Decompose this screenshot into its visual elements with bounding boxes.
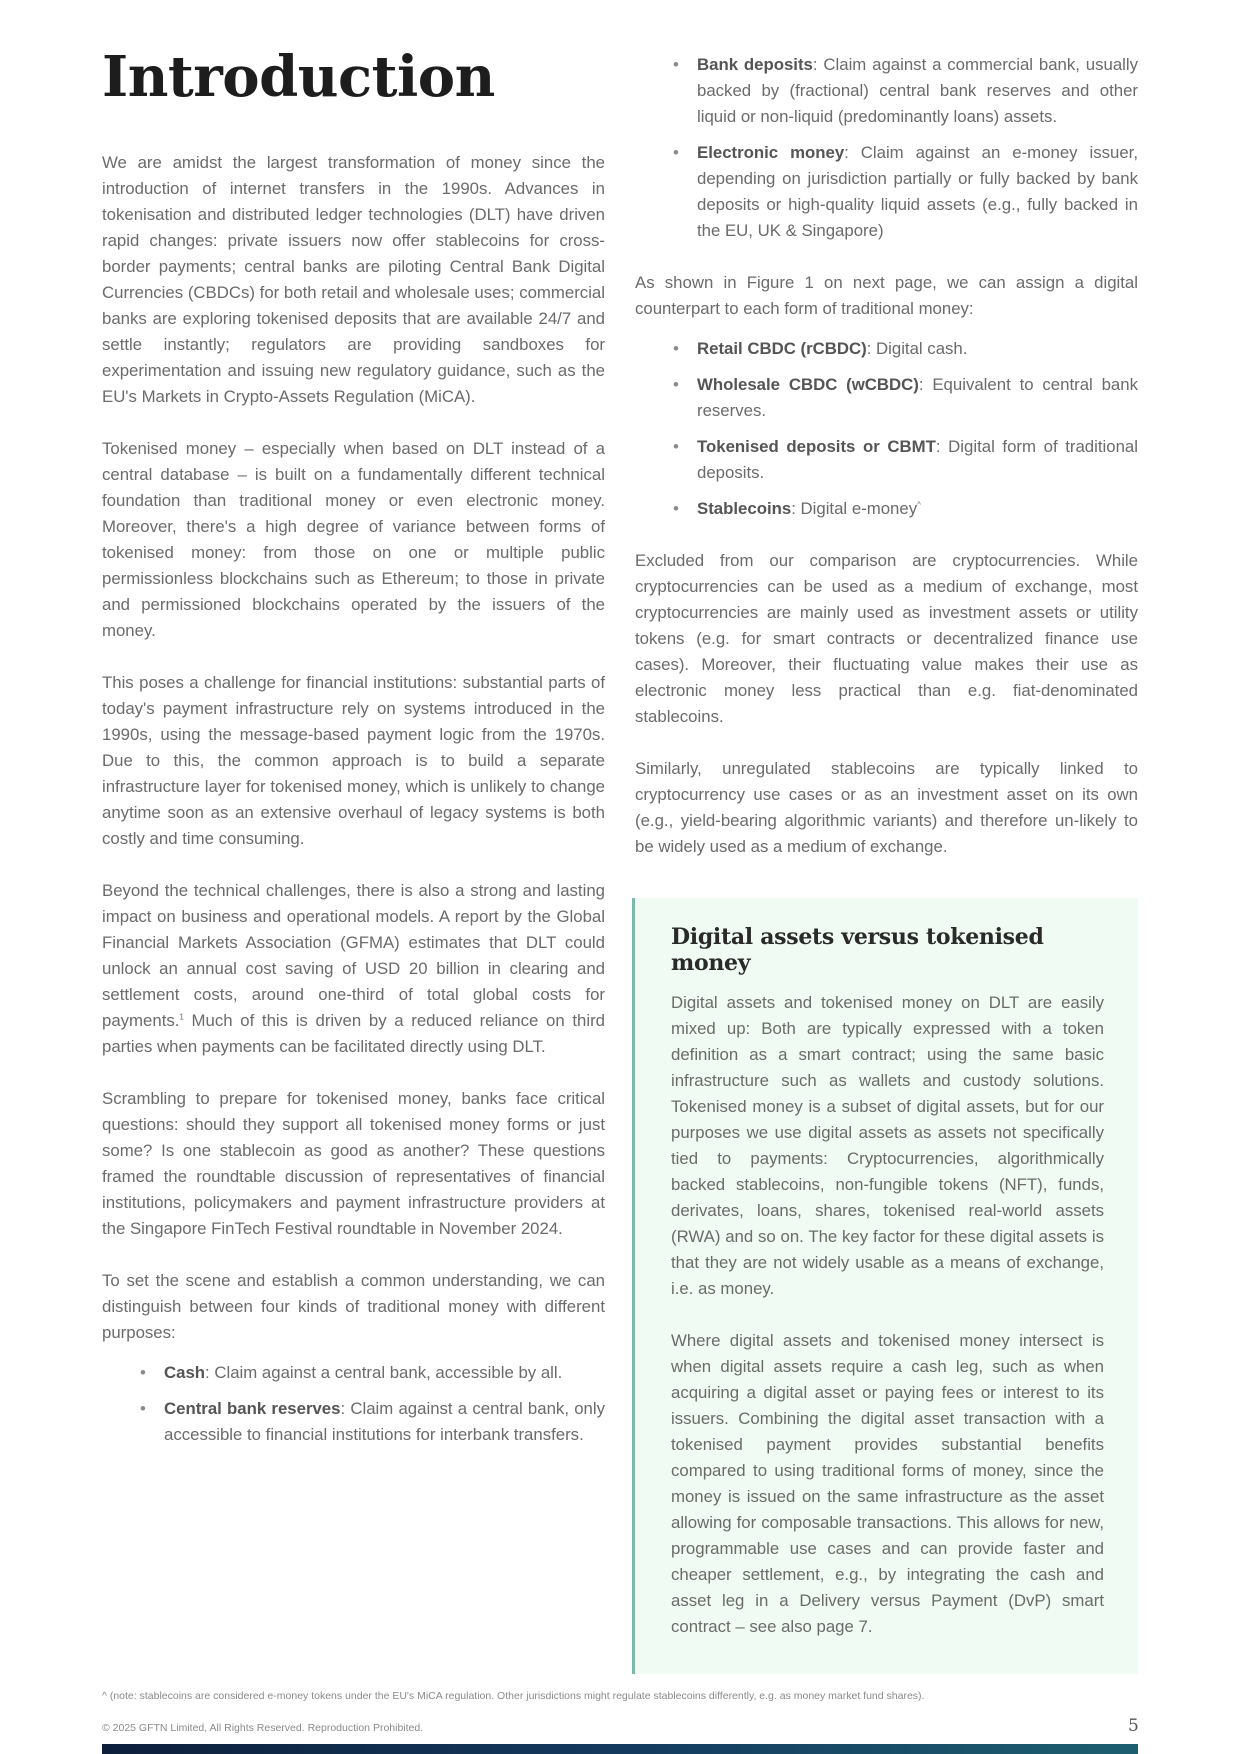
callout-heading: Digital assets versus tokenised money [671,924,1044,976]
page-number: 5 [1128,1716,1139,1736]
list-desc: : Claim against an e-money issuer, depending on jurisdiction partially or fully backed by bank deposits or high-quality liquid assets (e.g., fully backed in the EU, UK & Singapore) [697,143,1138,240]
footnote-ref-caret[interactable]: ^ [917,500,921,510]
left-column [102,150,605,1458]
list-item [673,52,1139,130]
bullet-icon: • [673,339,679,358]
callout-paragraph-1: Digital assets and tokenised money on DLT are easily mixed up: Both are typically expressed with a token definition as a smart contract; using the same basic infrastructure such as wallets and custody solutions. Tokenised money is a subset of digital assets, but for our purposes we use digital assets as assets not specifically tied to payments: Cryptocurrencies, algorithmically backed stablecoins, non-fungible tokens (NFT), funds, derivates, loans, shares, tokenised real-world assets (RWA) and so on. The key factor for these digital assets is that they are not widely usable as a means of exchange, i.e. as money. [671,993,1104,1298]
list-item [673,372,1138,424]
list-item [673,434,1138,486]
list-term: Wholesale CBDC (wCBDC) [697,375,919,394]
intro-paragraph-5: Scrambling to prepare for tokenised money, banks face critical questions: should they support all tokenised money forms or just some? Is one stablecoin as good as another? These questions framed the roundtable discussion of representatives of financial institutions, policymakers and payment infrastructure providers at the Singapore FinTech Festival roundtable in November 2024. [102,1089,605,1238]
gfma-text-before: Beyond the technical challenges, there is also a strong and lasting impact on business and operational models. A report by the Global Financial Markets Association (GFMA) estimates that DLT could unlock an annual cost saving of USD 20 billion in clearing and settlement costs, around one-third of total global costs for payments. [102,881,605,1030]
callout-paragraph-2: Where digital assets and tokenised money intersect is when digital assets require a cash leg, such as when acquiring a digital asset or paying fees or interest to its issuers. Combining the digital asset transaction with a tokenised payment provides substantial benefits compared to using traditional forms of money, since the money is issued on the same infrastructure as the asset allowing for composable transactions. This allows for new, programmable use cases and can provide faster and cheaper settlement, e.g., by integrating the cash and asset leg in a Delivery versus Payment (DvP) smart contract – see also page 7. [671,1331,1104,1636]
bullet-icon: • [673,55,679,74]
list-item [673,140,1138,244]
footnote: ^ (note: stablecoins are considered e-money tokens under the EU's MiCA regulation. Other jurisdictions might regulate stablecoins differently, e.g. as money market fund shares). [102,1690,925,1702]
list-item [140,1396,605,1448]
intro-paragraph-1: We are amidst the largest transformation of money since the introduction of internet transfers in the 1990s. Advances in tokenisation and distributed ledger technologies (DLT) have driven rapid changes: private issuers now offer stablecoins for cross-border payments; central banks are piloting Central Bank Digital Currencies (CBDCs) for both retail and wholesale uses; commercial banks are exploring tokenised deposits that are available 24/7 and settle instantly; regulators are providing sandboxes for experimentation and issuing new regulatory guidance, such as the EU's Markets in Crypto-Assets Regulation (MiCA). [102,153,605,406]
figure-intro-paragraph: As shown in Figure 1 on next page, we can assign a digital counterpart to each form of traditional money: [635,273,1138,318]
bullet-icon: • [140,1399,146,1418]
traditional-money-list-right [673,52,1139,244]
intro-paragraph-3: This poses a challenge for financial institutions: substantial parts of today's payment infrastructure rely on systems introduced in the 1990s, using the message-based payment logic from the 1970s. Due to this, the common approach is to build a separate infrastructure layer for tokenised money, which is unlikely to change anytime soon as an extensive overhaul of legacy systems is both costly and time consuming. [102,673,605,848]
list-desc: : Digital e-money [791,499,918,518]
bullet-icon: • [673,143,679,162]
list-term: Cash [164,1363,206,1382]
list-desc: : Equivalent to central bank reserves. [697,375,1138,420]
bullet-icon: • [673,437,679,456]
list-desc: : Claim against a commercial bank, usually backed by (fractional) central bank reserves and other liquid or non-liquid (predominantly loans) assets. [697,55,1139,126]
stablecoin-paragraph: Similarly, unregulated stablecoins are typically linked to cryptocurrency use cases or as an investment asset on its own (e.g., yield-bearing algorithmic variants) and therefore un-likely to be widely used as a medium of exchange. [635,759,1138,856]
traditional-money-list-left [140,1360,605,1448]
list-term: Electronic money [697,143,845,162]
list-term: Stablecoins [697,499,792,518]
gfma-text-after: Much of this is driven by a reduced reliance on third parties when payments can be facilitated directly using DLT. [102,1011,605,1056]
bullet-icon: • [140,1363,146,1382]
list-item [140,1360,605,1386]
digital-money-list [673,336,1138,522]
list-item [673,336,1138,362]
list-desc: : Claim against a central bank, accessible by all. [205,1363,563,1382]
gfma-paragraph [102,878,605,1060]
list-term: Bank deposits [697,55,813,74]
bullet-icon: • [673,499,679,518]
intro-paragraph-6: To set the scene and establish a common understanding, we can distinguish between four kinds of traditional money with different purposes: [102,1271,605,1342]
bullet-icon: • [673,375,679,394]
footer-bar [102,1744,1138,1754]
list-desc: : Digital cash. [866,339,968,358]
list-desc: : Claim against a central bank, only accessible to financial institutions for interbank transfers. [164,1399,605,1444]
copyright-notice: © 2025 GFTN Limited, All Rights Reserved. Reproduction Prohibited. [102,1722,424,1734]
list-desc: : Digital form of traditional deposits. [697,437,1138,482]
callout-box [632,898,1138,1674]
list-term: Retail CBDC (rCBDC) [697,339,867,358]
list-term: Central bank reserves [164,1399,341,1418]
list-term: Tokenised deposits or CBMT [697,437,936,456]
footnote-ref-1[interactable]: 1 [179,1012,184,1022]
page-title: Introduction [102,44,495,110]
crypto-paragraph: Excluded from our comparison are cryptocurrencies. While cryptocurrencies can be used as a medium of exchange, most cryptocurrencies are mainly used as investment assets or utility tokens (e.g. for smart contracts or decentralized finance use cases). Moreover, their fluctuating value makes their use as electronic money less practical than e.g. fiat-denominated stablecoins. [635,551,1138,726]
intro-paragraph-2: Tokenised money – especially when based on DLT instead of a central database – is built on a fundamentally different technical foundation than traditional money or even electronic money. Moreover, there's a high degree of variance between forms of tokenised money: from those on one or multiple public permissionless blockchains such as Ethereum; to those in private and permissioned blockchains operated by the issuers of the money. [102,439,605,640]
right-column [635,52,1138,886]
list-item [673,496,1138,522]
